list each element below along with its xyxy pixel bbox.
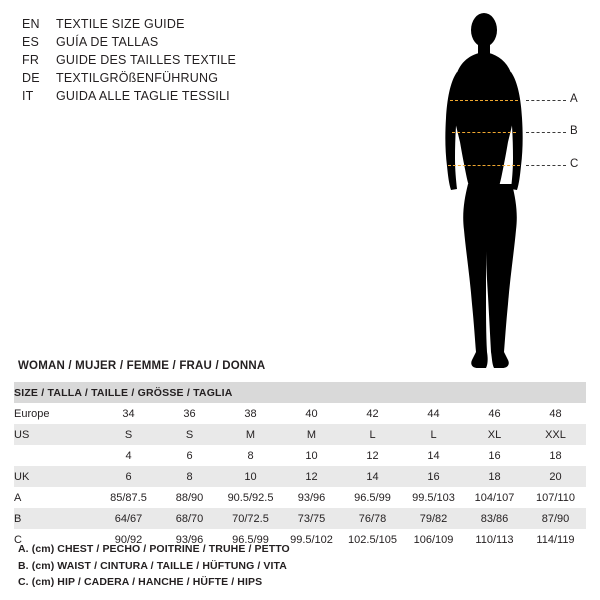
cell: M bbox=[281, 424, 342, 445]
cell: 96.5/99 bbox=[220, 529, 281, 550]
size-table bbox=[14, 382, 586, 550]
waist-leader-line bbox=[526, 132, 566, 133]
cell: 68/70 bbox=[159, 508, 220, 529]
cell: 85/87.5 bbox=[98, 487, 159, 508]
row-label: A bbox=[14, 487, 98, 508]
cell: 42 bbox=[342, 403, 403, 424]
cell: S bbox=[159, 424, 220, 445]
language-title: TEXTILE SIZE GUIDE bbox=[56, 17, 185, 31]
cell: S bbox=[98, 424, 159, 445]
cell: L bbox=[342, 424, 403, 445]
hip-guide-line bbox=[448, 165, 520, 166]
cell: M bbox=[220, 424, 281, 445]
cell: 48 bbox=[525, 403, 586, 424]
row-label: US bbox=[14, 424, 98, 445]
cell: 99.5/102 bbox=[281, 529, 342, 550]
table-row bbox=[14, 403, 586, 424]
cell: 64/67 bbox=[98, 508, 159, 529]
cell: 20 bbox=[525, 466, 586, 487]
row-label: UK bbox=[14, 466, 98, 487]
chest-guide-line bbox=[450, 100, 518, 101]
cell: 6 bbox=[159, 445, 220, 466]
language-code: FR bbox=[22, 53, 40, 67]
language-title: GUIDA ALLE TAGLIE TESSILI bbox=[56, 89, 230, 103]
cell: 87/90 bbox=[525, 508, 586, 529]
cell: XXL bbox=[525, 424, 586, 445]
cell: 70/72.5 bbox=[220, 508, 281, 529]
table-row bbox=[14, 508, 586, 529]
waist-guide-line bbox=[452, 132, 516, 133]
table-group-title: WOMAN / MUJER / FEMME / FRAU / DONNA bbox=[18, 360, 266, 372]
language-row bbox=[22, 87, 352, 105]
language-row bbox=[22, 33, 352, 51]
cell: 83/86 bbox=[464, 508, 525, 529]
cell: 16 bbox=[403, 466, 464, 487]
cell: 46 bbox=[464, 403, 525, 424]
legend-line-c: C. (cm) HIP / CADERA / HANCHE / HÜFTE / HIPS bbox=[18, 576, 263, 588]
table-row bbox=[14, 445, 586, 466]
cell: 8 bbox=[220, 445, 281, 466]
row-label: B bbox=[14, 508, 98, 529]
marker-label-a: A bbox=[570, 93, 578, 105]
cell: 16 bbox=[464, 445, 525, 466]
cell: 38 bbox=[220, 403, 281, 424]
row-label: C bbox=[14, 529, 98, 550]
cell: XL bbox=[464, 424, 525, 445]
female-silhouette-icon bbox=[420, 8, 595, 378]
cell: 106/109 bbox=[403, 529, 464, 550]
language-code: EN bbox=[22, 17, 40, 31]
language-title: GUÍA DE TALLAS bbox=[56, 35, 159, 49]
language-row bbox=[22, 69, 352, 87]
cell: 14 bbox=[403, 445, 464, 466]
cell: 18 bbox=[525, 445, 586, 466]
language-title: GUIDE DES TAILLES TEXTILE bbox=[56, 53, 237, 67]
table-header-row bbox=[14, 382, 586, 403]
cell: 4 bbox=[98, 445, 159, 466]
cell: 79/82 bbox=[403, 508, 464, 529]
cell: 12 bbox=[281, 466, 342, 487]
language-row bbox=[22, 15, 352, 33]
cell: 110/113 bbox=[464, 529, 525, 550]
table-row bbox=[14, 424, 586, 445]
cell: 14 bbox=[342, 466, 403, 487]
cell: 73/75 bbox=[281, 508, 342, 529]
language-code: ES bbox=[22, 35, 40, 49]
cell: 102.5/105 bbox=[342, 529, 403, 550]
cell: 96.5/99 bbox=[342, 487, 403, 508]
cell: 12 bbox=[342, 445, 403, 466]
cell: L bbox=[403, 424, 464, 445]
language-title-list bbox=[22, 15, 352, 105]
marker-label-b: B bbox=[570, 125, 578, 137]
row-label: Europe bbox=[14, 403, 98, 424]
cell: 40 bbox=[281, 403, 342, 424]
legend-line-a: A. (cm) CHEST / PECHO / POITRINE / TRUHE / PETTO bbox=[18, 543, 290, 555]
table-header-label: SIZE / TALLA / TAILLE / GRÖSSE / TAGLIA bbox=[14, 382, 586, 403]
cell: 107/110 bbox=[525, 487, 586, 508]
cell: 36 bbox=[159, 403, 220, 424]
marker-label-c: C bbox=[570, 158, 579, 170]
chest-leader-line bbox=[526, 100, 566, 101]
cell: 114/119 bbox=[525, 529, 586, 550]
row-label bbox=[14, 445, 98, 466]
cell: 88/90 bbox=[159, 487, 220, 508]
cell: 34 bbox=[98, 403, 159, 424]
cell: 93/96 bbox=[281, 487, 342, 508]
language-code: DE bbox=[22, 71, 40, 85]
cell: 76/78 bbox=[342, 508, 403, 529]
hip-leader-line bbox=[526, 165, 566, 166]
cell: 8 bbox=[159, 466, 220, 487]
cell: 99.5/103 bbox=[403, 487, 464, 508]
cell: 10 bbox=[281, 445, 342, 466]
cell: 104/107 bbox=[464, 487, 525, 508]
cell: 93/96 bbox=[159, 529, 220, 550]
language-row bbox=[22, 51, 352, 69]
language-title: TEXTILGRÖßENFÜHRUNG bbox=[56, 71, 219, 85]
table-row bbox=[14, 466, 586, 487]
cell: 90/92 bbox=[98, 529, 159, 550]
body-figure bbox=[420, 8, 595, 378]
table-row bbox=[14, 487, 586, 508]
cell: 44 bbox=[403, 403, 464, 424]
measurement-legend bbox=[18, 541, 290, 591]
cell: 10 bbox=[220, 466, 281, 487]
language-code: IT bbox=[22, 89, 34, 103]
cell: 18 bbox=[464, 466, 525, 487]
cell: 90.5/92.5 bbox=[220, 487, 281, 508]
cell: 6 bbox=[98, 466, 159, 487]
legend-line-b: B. (cm) WAIST / CINTURA / TAILLE / HÜFTUNG / VITA bbox=[18, 559, 287, 572]
